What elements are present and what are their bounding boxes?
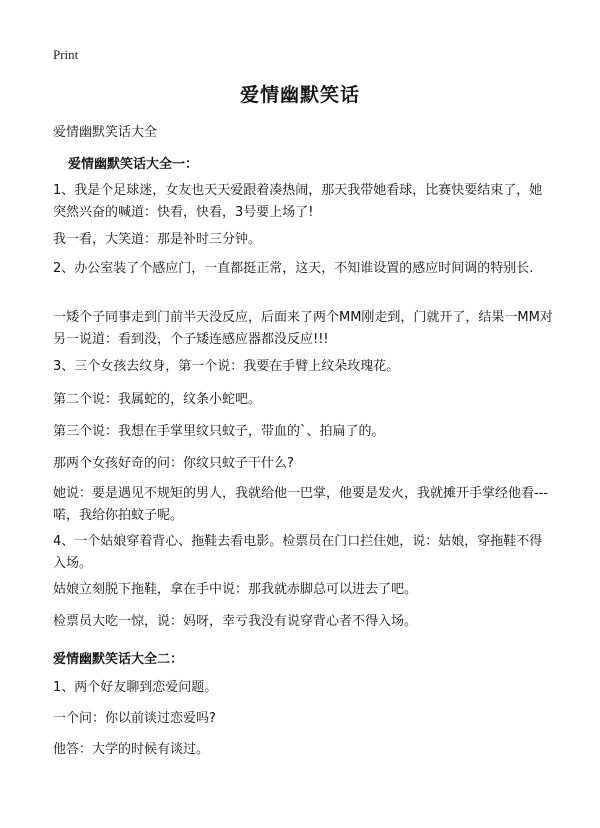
section-heading-2: 爱情幽默笑话大全二： xyxy=(53,652,184,667)
document-title: 爱情幽默笑话 xyxy=(239,84,360,106)
paragraph: 检票员大吃一惊，说：妈呀，幸亏我没有说穿背心者不得入场。 xyxy=(53,614,418,629)
print-label: Print xyxy=(53,47,79,62)
paragraph: 一矮个子同事走到门前半天没反应，后面来了两个MM刚走到，门就开了，结果一MM对另一说道：看到没，个子矮连感应器都没反应!!! xyxy=(53,310,553,347)
paragraph: 我一看，大笑道：那是补时三分钟。 xyxy=(53,232,262,247)
paragraph: 第三个说：我想在手掌里纹只蚊子，带血的`、拍扁了的。 xyxy=(53,424,385,439)
paragraph: 4、一个姑娘穿着背心、拖鞋去看电影。检票员在门口拦住她，说：姑娘，穿拖鞋不得入场。 xyxy=(53,534,543,571)
section-heading-1: 爱情幽默笑话大全一： xyxy=(68,157,199,172)
paragraph: 他答：大学的时候有谈过。 xyxy=(53,742,210,757)
paragraph: 一个问：你以前谈过恋爱吗? xyxy=(53,711,216,726)
paragraph: 姑娘立刻脱下拖鞋，拿在手中说：那我就赤脚总可以进去了吧。 xyxy=(53,582,418,597)
document-subtitle: 爱情幽默笑话大全 xyxy=(53,125,158,140)
paragraph: 3、三个女孩去纹身，第一个说：我要在手臂上纹朵玫瑰花。 xyxy=(53,359,400,374)
paragraph: 她说：要是遇见不规矩的男人，我就给他一巴掌，他要是发火，我就摊开手掌经他看---喏，我给你拍蚊子呢。 xyxy=(53,486,549,523)
paragraph: 1、我是个足球迷，女友也天天爱跟着凑热闹，那天我带她看球，比赛快要结束了，她突然兴奋的喊道：快看，快看，3号要上场了! xyxy=(53,183,543,220)
paragraph: 2、办公室装了个感应门，一直都挺正常，这天，不知谁设置的感应时间调的特别长. xyxy=(53,261,534,276)
paragraph: 那两个女孩好奇的问：你纹只蚊子干什么? xyxy=(53,456,294,471)
paragraph: 1、两个好友聊到恋爱问题。 xyxy=(53,680,218,695)
paragraph: 第二个说：我属蛇的，纹条小蛇吧。 xyxy=(53,392,262,407)
